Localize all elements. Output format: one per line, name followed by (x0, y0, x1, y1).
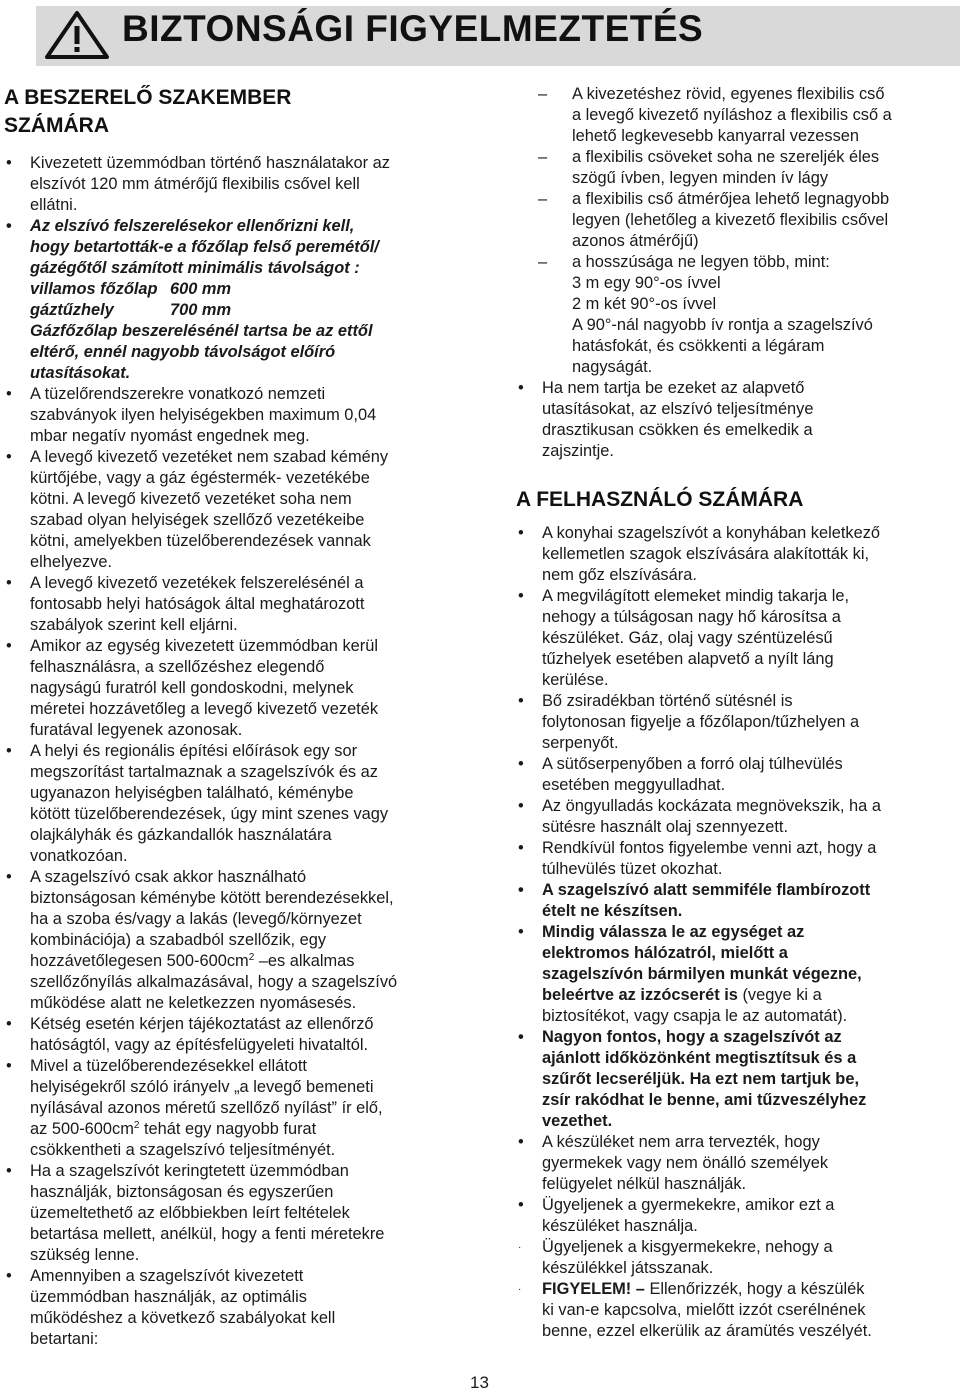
bullet-icon: • (518, 1133, 524, 1151)
list-item: • A tüzelőrendszerekre vonatkozó nemzeti szabványok ilyen helyiségekben maximum 0,04 mbar negatív nyomást engednek meg. (6, 385, 377, 445)
bullet-icon: • (518, 923, 524, 941)
bullet-icon: • (518, 1028, 524, 1046)
list-item: • A szagelszívó csak akkor használható biztonságosan kéménybe kötött berendezésekkel, ha a szoba és/vagy a lakás (levegő/környezet kombinációja) a szabadból szellőzik, egy hozzávetőlegesen $500-600cm^2$ –es alkalmas szellőzőnyílás alkalmazásával, hogy a szagelszívó működése alatt ne keletkezzen nyomásesés. (6, 868, 398, 1012)
bullet-icon: • (6, 385, 12, 403)
list-item: • Rendkívül fontos figyelembe venni azt, hogy a túlhevülés tüzet okozhat. (518, 839, 877, 878)
list-item: • Az elszívó felszerelésekor ellenőrizni kell, hogy betartották-e a főzőlap felső peremétől/ gázégőtől számított minimális távolságot : villamos főzőlap 600 mm gáztűzhely 700 mm Gázfőzőlap beszerelésénél tartsa be az ettől eltérő, ennél nagyobb távolságot előíró utasításokat. (4, 216, 474, 384)
bullet-icon: • (518, 797, 524, 815)
page-number: 13 (470, 1373, 489, 1392)
dash-icon: – (538, 85, 548, 103)
list-item: • A levegő kivezető vezetékek felszerelésénél a fontosabb helyi hatóságok által meghatározott szabályok szerint kell eljárni. (6, 574, 365, 634)
bullet-icon: • (518, 692, 524, 710)
user-heading: A FELHASZNÁLÓ SZÁMÁRA (516, 488, 804, 511)
warning-triangle-icon (44, 10, 110, 60)
bullet-icon: • (6, 574, 12, 592)
duct-rules-list (516, 84, 956, 462)
bullet-icon: • (6, 154, 12, 172)
list-item: • A levegő kivezető vezetéket nem szabad kémény kürtőjébe, vagy a gáz égéstermék- vezetékébe kötni. A levegő kivezető vezetéket soha nem szabad olyan helyiségek szellőző vezetékeibe kötni, amelyekben tüzelőberendezések vannak elhelyezve. (6, 448, 389, 571)
bullet-icon: • (6, 217, 12, 235)
list-item: • Kivezetett üzemmódban történő használatakor az elszívót 120 mm átmérőjű flexibilis csővel kell ellátni. (6, 154, 390, 214)
list-item: – A kivezetéshez rövid, egyenes flexibilis cső a levegő kivezető nyíláshoz a flexibilis cső a lehető legkevesebb kanyarral vezessen (538, 85, 892, 145)
list-item: • A szagelszívó alatt semmiféle flambírozott ételt ne készítsen. (518, 881, 871, 920)
bullet-icon: • (518, 839, 524, 857)
list-item: • Bő zsiradékban történő sütésnél is folytonosan figyelje a főzőlapon/tűzhelyen a serpenyőt. (518, 692, 860, 752)
bullet-icon: • (6, 637, 12, 655)
list-item: • A konyhai szagelszívót a konyhában keletkező kellemetlen szagok elszívására alakították ki, nem gőz elszívására. (518, 524, 881, 584)
list-item: – a flexibilis cső átmérőjea lehető legnagyobb legyen (lehetőleg a kivezető flexibilis csővel azonos átmérőjű) (538, 190, 890, 250)
list-item: • A megvilágított elemeket mindig takarja le, nehogy a túlságosan nagy hő károsítsa a készüléket. Gáz, olaj vagy széntüzelésű tűzhelyek esetében alapvető a nyílt láng kerülése. (518, 587, 850, 689)
list-item: • A helyi és regionális építési előírások egy sor megszorítást tartalmaznak a szagelszívók és az ugyanazon helyiségben található, kéménybe kötött tüzelőberendezések, úgy mint szenes vagy olajkályhák és gázkandallók használatára vonatkozóan. (6, 742, 389, 865)
bullet-icon: • (518, 755, 524, 773)
list-item: • Kétség esetén kérjen tájékoztatást az ellenőrző hatóságtól, vagy az építésfelügyeleti hivataltól. (6, 1015, 374, 1054)
bullet-icon: • (6, 868, 12, 886)
dash-icon: – (538, 190, 548, 208)
list-item: • A készüléket nem arra tervezték, hogy gyermekek vagy nem önálló személyek felügyelet nélkül használják. (518, 1133, 829, 1193)
user-list (516, 523, 956, 1342)
distance-row: gáztűzhely 700 mm (30, 301, 232, 319)
list-item: • A sütőserpenyőben a forró olaj túlhevülés esetében meggyulladhat. (518, 755, 843, 794)
list-item: • Mindig válassza le az egységet az elektromos hálózatról, mielőtt a szagelszívón bármilyen munkát végezne, beleértve az izzócserét is (vegye ki a biztosítékot, vagy csapja le az automatát). (518, 923, 862, 1025)
list-item: · FIGYELEM! – Ellenőrizzék, hogy a készülék ki van-e kapcsolva, mielőtt izzót cserélnének benne, ezzel elkerülik az áramütés veszélyét. (518, 1280, 872, 1340)
dot-icon: · (518, 1242, 522, 1253)
bullet-icon: • (6, 1057, 12, 1075)
list-item: • Mivel a tüzelőberendezésekkel ellátott helyiségekről szóló irányelv „a levegő bemeneti nyílásával azonos méretű szellőző nyílást” ír elő, az $500-600cm^2$ tehát egy nagyobb furat csökkentheti a szagelszívó teljesítményét. (6, 1057, 383, 1159)
list-item: • Az öngyulladás kockázata megnövekszik, ha a sütésre használt olaj szennyezett. (518, 797, 881, 836)
bullet-icon: • (6, 1015, 12, 1033)
list-item: – a hosszúsága ne legyen több, mint: 3 m egy 90°-os ívvel 2 m két 90°-os ívvel A 90°-nál nagyobb ív rontja a szagelszívó hatásfokát, és csökkenti a légáram nagyságát. (538, 253, 873, 376)
bullet-icon: • (518, 587, 524, 605)
bullet-icon: • (518, 379, 524, 397)
installer-heading: A BESZERELŐ SZAKEMBER SZÁMÁRA (4, 86, 292, 137)
list-item: – a flexibilis csöveket soha ne szereljék éles szögű ívben, legyen minden ív lágy (538, 148, 880, 187)
bullet-icon: • (518, 1196, 524, 1214)
bullet-icon: • (6, 448, 12, 466)
dash-icon: – (538, 148, 548, 166)
bullet-icon: • (518, 881, 524, 899)
bullet-icon: • (6, 1267, 12, 1285)
list-item: • Nagyon fontos, hogy a szagelszívót az ajánlott időközönként megtisztítsuk és a szűrőt lecseréljük. Ha ezt nem tartjuk be, zsír rakódhat le benne, ami tűzveszélyhez vezethet. (518, 1028, 867, 1130)
bullet-icon: • (6, 1162, 12, 1180)
list-item: • Ha a szagelszívót keringtetett üzemmódban használják, biztonságosan és egyszerűen üzemeltethető az előbbiekben leírt feltételek betartása mellett, anélkül, hogy a fenti méretekre szükség lenne. (6, 1162, 385, 1264)
dash-icon: – (538, 253, 548, 271)
installer-list (4, 153, 474, 1350)
distance-row: villamos főzőlap 600 mm (30, 280, 232, 298)
page-title: BIZTONSÁGI FIGYELMEZTETÉS (122, 8, 704, 49)
list-item: • Ha nem tartja be ezeket az alapvető utasításokat, az elszívó teljesítménye drasztikusan csökken és emelkedik a zajszintje. (518, 379, 814, 460)
list-item: • Amikor az egység kivezetett üzemmódban kerül felhasználásra, a szellőzéshez elegendő nagyságú furatról kell gondoskodni, melynek méretei hozzávetőleg a levegő kivezető vezeték furatával legyenek azonosak. (6, 637, 379, 739)
list-item: • Amennyiben a szagelszívót kivezetett üzemmódban használják, az optimális működéshez a következő szabályokat kell betartani: (6, 1267, 336, 1348)
list-item: • Ügyeljenek a gyermekekre, amikor ezt a készüléket használja. (518, 1196, 835, 1235)
dot-icon: · (518, 1284, 522, 1295)
bullet-icon: • (518, 524, 524, 542)
list-item: · Ügyeljenek a kisgyermekekre, nehogy a készülékkel játsszanak. (518, 1238, 833, 1277)
bullet-icon: • (6, 742, 12, 760)
